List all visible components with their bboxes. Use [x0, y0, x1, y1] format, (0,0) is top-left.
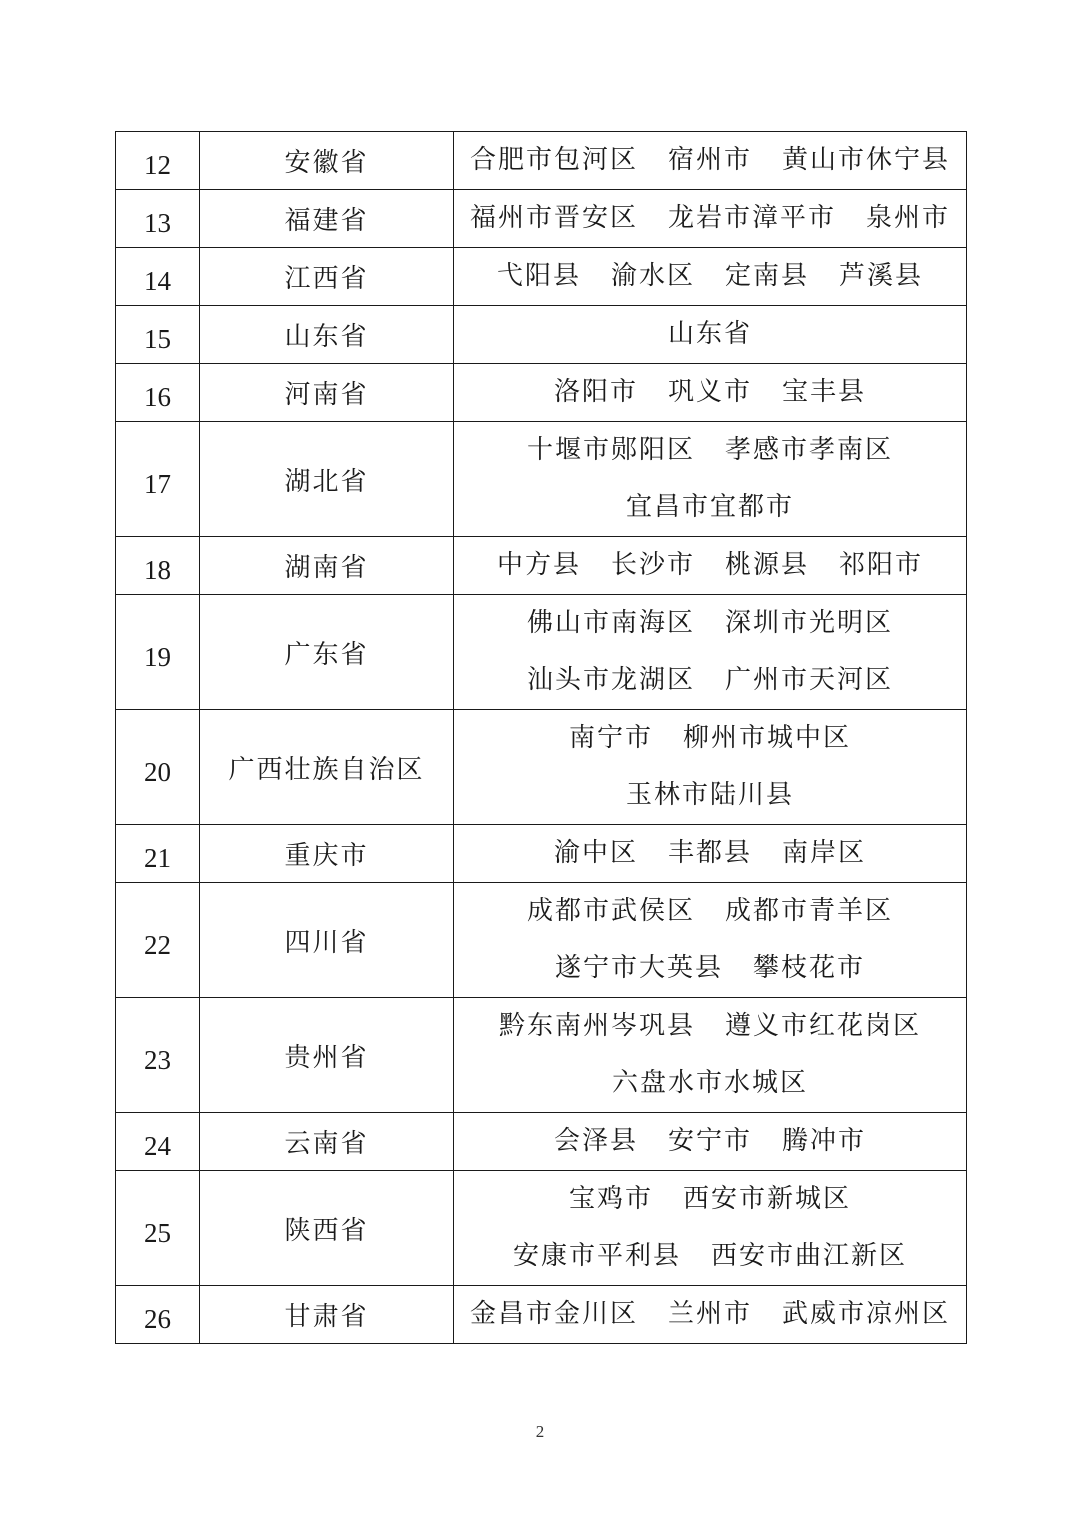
- place-name: 龙岩市漳平市: [667, 203, 836, 233]
- place-name: 成都市武侯区: [526, 896, 695, 926]
- province-cell: 云南省: [200, 1113, 454, 1171]
- places-cell: [454, 998, 967, 1113]
- place-name: 会泽县: [553, 1126, 638, 1156]
- place-name: 芦溪县: [839, 261, 924, 291]
- places-line: [454, 767, 966, 824]
- row-number: 19: [116, 595, 200, 710]
- place-name: 玉林市陆川县: [625, 780, 794, 810]
- row-number: 15: [116, 306, 200, 364]
- row-number: 12: [116, 132, 200, 190]
- place-name: 丰都县: [667, 838, 752, 868]
- table-row: [116, 1171, 967, 1286]
- places-line: [454, 364, 966, 421]
- places-line: [454, 306, 966, 363]
- places-line: [454, 998, 966, 1055]
- place-name: 宝鸡市: [568, 1184, 653, 1214]
- region-table-body: [116, 132, 967, 1344]
- table-row: [116, 190, 967, 248]
- row-number: 13: [116, 190, 200, 248]
- place-name: 长沙市: [610, 550, 695, 580]
- places-line: [454, 940, 966, 997]
- places-cell: [454, 190, 967, 248]
- places-cell: [454, 883, 967, 998]
- place-name: 腾冲市: [782, 1126, 867, 1156]
- places-cell: [454, 1286, 967, 1344]
- place-name: 黔东南州岑巩县: [498, 1011, 695, 1041]
- place-name: 西安市曲江新区: [711, 1241, 908, 1271]
- table-row: [116, 825, 967, 883]
- place-name: 安康市平利县: [512, 1241, 681, 1271]
- places-cell: [454, 1113, 967, 1171]
- place-name: 南宁市: [568, 723, 653, 753]
- row-number: 23: [116, 998, 200, 1113]
- table-row: [116, 364, 967, 422]
- place-name: 定南县: [725, 261, 810, 291]
- row-number: 17: [116, 422, 200, 537]
- province-cell: 湖南省: [200, 537, 454, 595]
- places-cell: [454, 306, 967, 364]
- place-name: 福州市晋安区: [469, 203, 638, 233]
- province-cell: 陕西省: [200, 1171, 454, 1286]
- row-number: 18: [116, 537, 200, 595]
- places-line: [454, 1055, 966, 1112]
- table-row: [116, 537, 967, 595]
- place-name: 南岸区: [782, 838, 867, 868]
- places-cell: [454, 595, 967, 710]
- places-line: [454, 1286, 966, 1343]
- province-cell: 福建省: [200, 190, 454, 248]
- place-name: 宜昌市宜都市: [625, 492, 794, 522]
- place-name: 山东省: [667, 319, 752, 349]
- place-name: 洛阳市: [553, 377, 638, 407]
- place-name: 孝感市孝南区: [725, 435, 894, 465]
- province-cell: 广西壮族自治区: [200, 710, 454, 825]
- region-table: [115, 131, 967, 1344]
- places-line: [454, 190, 966, 247]
- places-line: [454, 479, 966, 536]
- row-number: 20: [116, 710, 200, 825]
- place-name: 宝丰县: [782, 377, 867, 407]
- table-row: [116, 306, 967, 364]
- place-name: 渝水区: [610, 261, 695, 291]
- table-row: [116, 998, 967, 1113]
- place-name: 成都市青羊区: [725, 896, 894, 926]
- place-name: 巩义市: [667, 377, 752, 407]
- province-cell: 重庆市: [200, 825, 454, 883]
- places-line: [454, 1228, 966, 1285]
- row-number: 25: [116, 1171, 200, 1286]
- places-cell: [454, 537, 967, 595]
- table-row: [116, 422, 967, 537]
- place-name: 弋阳县: [496, 261, 581, 291]
- place-name: 金昌市金川区: [469, 1299, 638, 1329]
- place-name: 攀枝花市: [753, 953, 866, 983]
- place-name: 柳州市城中区: [683, 723, 852, 753]
- row-number: 14: [116, 248, 200, 306]
- table-row: [116, 248, 967, 306]
- places-line: [454, 422, 966, 479]
- place-name: 渝中区: [553, 838, 638, 868]
- places-line: [454, 132, 966, 189]
- place-name: 泉州市: [866, 203, 951, 233]
- place-name: 祁阳市: [839, 550, 924, 580]
- place-name: 六盘水市水城区: [611, 1068, 808, 1098]
- province-cell: 湖北省: [200, 422, 454, 537]
- places-line: [454, 825, 966, 882]
- places-cell: [454, 248, 967, 306]
- place-name: 遂宁市大英县: [554, 953, 723, 983]
- places-line: [454, 883, 966, 940]
- places-line: [454, 1171, 966, 1228]
- place-name: 深圳市光明区: [725, 608, 894, 638]
- place-name: 中方县: [496, 550, 581, 580]
- place-name: 合肥市包河区: [469, 145, 638, 175]
- places-cell: [454, 1171, 967, 1286]
- row-number: 16: [116, 364, 200, 422]
- page-number: 2: [535, 1422, 545, 1441]
- places-cell: [454, 364, 967, 422]
- places-line: [454, 595, 966, 652]
- places-cell: [454, 825, 967, 883]
- province-cell: 贵州省: [200, 998, 454, 1113]
- row-number: 21: [116, 825, 200, 883]
- places-line: [454, 537, 966, 594]
- table-row: [116, 595, 967, 710]
- table-row: [116, 132, 967, 190]
- province-cell: 四川省: [200, 883, 454, 998]
- province-cell: 山东省: [200, 306, 454, 364]
- province-cell: 安徽省: [200, 132, 454, 190]
- place-name: 遵义市红花岗区: [725, 1011, 922, 1041]
- places-cell: [454, 710, 967, 825]
- place-name: 兰州市: [667, 1299, 752, 1329]
- row-number: 22: [116, 883, 200, 998]
- place-name: 武威市凉州区: [782, 1299, 951, 1329]
- place-name: 西安市新城区: [683, 1184, 852, 1214]
- place-name: 十堰市郧阳区: [526, 435, 695, 465]
- table-row: [116, 883, 967, 998]
- places-cell: [454, 132, 967, 190]
- places-line: [454, 652, 966, 709]
- places-line: [454, 248, 966, 305]
- place-name: 安宁市: [667, 1126, 752, 1156]
- province-cell: 江西省: [200, 248, 454, 306]
- places-line: [454, 1113, 966, 1170]
- province-cell: 广东省: [200, 595, 454, 710]
- province-cell: 甘肃省: [200, 1286, 454, 1344]
- province-cell: 河南省: [200, 364, 454, 422]
- row-number: 24: [116, 1113, 200, 1171]
- row-number: 26: [116, 1286, 200, 1344]
- places-line: [454, 710, 966, 767]
- place-name: 佛山市南海区: [526, 608, 695, 638]
- table-row: [116, 710, 967, 825]
- place-name: 黄山市休宁县: [782, 145, 951, 175]
- table-row: [116, 1286, 967, 1344]
- place-name: 广州市天河区: [725, 665, 894, 695]
- table-row: [116, 1113, 967, 1171]
- place-name: 桃源县: [725, 550, 810, 580]
- place-name: 汕头市龙湖区: [526, 665, 695, 695]
- place-name: 宿州市: [667, 145, 752, 175]
- places-cell: [454, 422, 967, 537]
